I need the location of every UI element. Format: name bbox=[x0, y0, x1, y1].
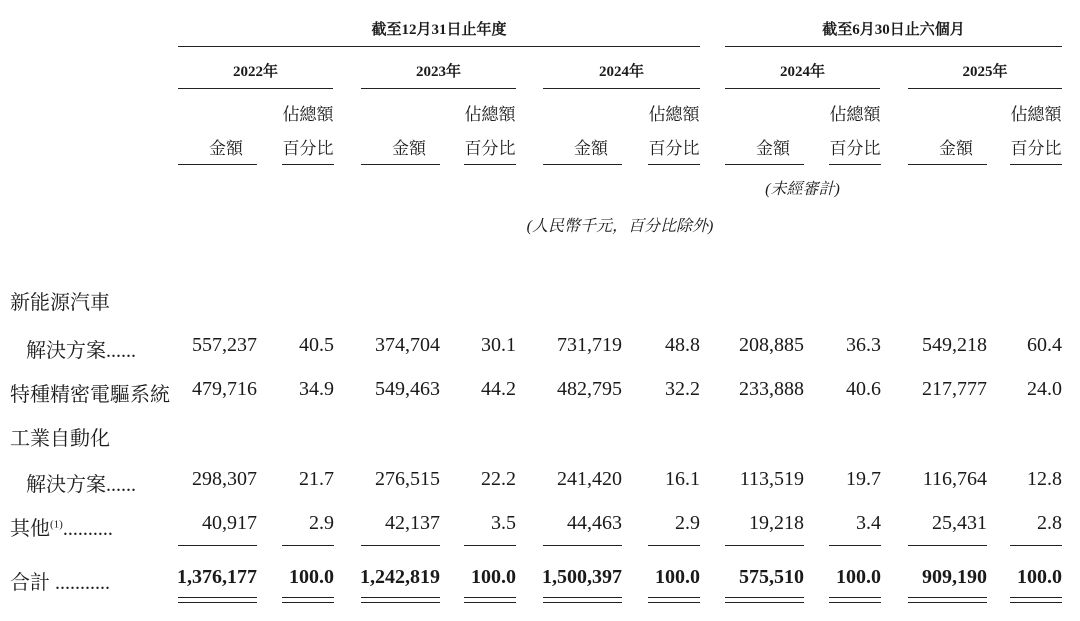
cell-total-col7: 100.0 bbox=[836, 566, 881, 588]
amount-rule-2025 bbox=[908, 164, 987, 165]
cell-precision-drive-col7: 40.6 bbox=[846, 378, 881, 400]
total-double-rule-b-col9 bbox=[1010, 602, 1062, 603]
others-dots: .......... bbox=[62, 518, 113, 540]
cell-nev-solutions-col2: 374,704 bbox=[375, 334, 440, 356]
pct-rule-2023 bbox=[464, 164, 516, 165]
cell-nev-solutions-col4: 731,719 bbox=[557, 334, 622, 356]
cell-industrial-automation-col6: 113,519 bbox=[739, 468, 804, 490]
cell-precision-drive-col8: 217,777 bbox=[922, 378, 987, 400]
cell-nev-solutions-col1: 40.5 bbox=[299, 334, 334, 356]
total-double-rule-a-col2 bbox=[361, 597, 440, 598]
cell-nev-solutions-col9: 60.4 bbox=[1027, 334, 1062, 356]
total-double-rule-b-col0 bbox=[178, 602, 257, 603]
pct-header-2023-l2: 百分比 bbox=[464, 139, 516, 158]
cell-total-col1: 100.0 bbox=[289, 566, 334, 588]
cell-nev-solutions-col3: 30.1 bbox=[481, 334, 516, 356]
cell-nev-solutions-col8: 549,218 bbox=[922, 334, 987, 356]
total-double-rule-a-col9 bbox=[1010, 597, 1062, 598]
cell-industrial-automation-col4: 241,420 bbox=[557, 468, 622, 490]
cell-total-col6: 575,510 bbox=[739, 566, 804, 588]
amount-rule-2022 bbox=[178, 164, 257, 165]
cell-others-col7: 3.4 bbox=[856, 512, 881, 534]
amount-rule-2024-interim bbox=[725, 164, 804, 165]
pct-rule-2024 bbox=[648, 164, 700, 165]
total-double-rule-b-col2 bbox=[361, 602, 440, 603]
year-header-2024-interim: 2024年 bbox=[779, 64, 825, 80]
subtotal-rule-col0 bbox=[178, 545, 257, 546]
cell-nev-solutions-col5: 48.8 bbox=[665, 334, 700, 356]
full-year-group-header: 截至12月31日止年度 bbox=[371, 22, 507, 38]
subtotal-rule-col1 bbox=[282, 545, 334, 546]
cell-industrial-automation-col8: 116,764 bbox=[922, 468, 987, 490]
pct-header-2024-interim-l2: 百分比 bbox=[829, 139, 881, 158]
amount-rule-2024 bbox=[543, 164, 622, 165]
cell-total-col0: 1,376,177 bbox=[177, 566, 257, 588]
subtotal-rule-col9 bbox=[1010, 545, 1062, 546]
total-double-rule-b-col8 bbox=[908, 602, 987, 603]
pct-header-2023-l1: 佔總額 bbox=[464, 105, 516, 124]
cell-precision-drive-col9: 24.0 bbox=[1027, 378, 1062, 400]
year-header-2024: 2024年 bbox=[598, 64, 644, 80]
cell-total-col8: 909,190 bbox=[922, 566, 987, 588]
cell-total-col3: 100.0 bbox=[471, 566, 516, 588]
pct-rule-2022 bbox=[282, 164, 334, 165]
total-double-rule-b-col1 bbox=[282, 602, 334, 603]
cell-precision-drive-col1: 34.9 bbox=[299, 378, 334, 400]
pct-header-2024-l1: 佔總額 bbox=[648, 105, 700, 124]
subtotal-rule-col5 bbox=[648, 545, 700, 546]
cell-industrial-automation-col0: 298,307 bbox=[192, 468, 257, 490]
cell-industrial-automation-col7: 19.7 bbox=[846, 468, 881, 490]
cell-precision-drive-col0: 479,716 bbox=[192, 378, 257, 400]
year-rule-2024-interim bbox=[725, 88, 880, 89]
subtotal-rule-col7 bbox=[829, 545, 881, 546]
cell-precision-drive-col3: 44.2 bbox=[481, 378, 516, 400]
pct-header-2025-l1: 佔總額 bbox=[1010, 105, 1062, 124]
row-label-nev-line1: 新能源汽車 bbox=[10, 292, 110, 314]
year-header-2025: 2025年 bbox=[962, 64, 1008, 80]
row-label-industrial-line1: 工業自動化 bbox=[10, 428, 110, 450]
cell-nev-solutions-col6: 208,885 bbox=[739, 334, 804, 356]
cell-industrial-automation-col3: 22.2 bbox=[481, 468, 516, 490]
six-month-group-header: 截至6月30日止六個月 bbox=[822, 22, 965, 38]
cell-others-col8: 25,431 bbox=[932, 512, 987, 534]
cell-others-col6: 19,218 bbox=[749, 512, 804, 534]
total-double-rule-a-col1 bbox=[282, 597, 334, 598]
cell-others-col4: 44,463 bbox=[567, 512, 622, 534]
year-header-2023: 2023年 bbox=[415, 64, 461, 80]
total-double-rule-a-col6 bbox=[725, 597, 804, 598]
cell-precision-drive-col6: 233,888 bbox=[739, 378, 804, 400]
total-double-rule-b-col5 bbox=[648, 602, 700, 603]
year-header-2022: 2022年 bbox=[232, 64, 278, 80]
pct-rule-2024-interim bbox=[829, 164, 881, 165]
cell-others-col0: 40,917 bbox=[202, 512, 257, 534]
year-rule-2025 bbox=[908, 88, 1062, 89]
subtotal-rule-col6 bbox=[725, 545, 804, 546]
total-double-rule-b-col7 bbox=[829, 602, 881, 603]
year-rule-2023 bbox=[361, 88, 516, 89]
row-label-precision-drive: 特種精密電驅系統 bbox=[10, 384, 170, 406]
pct-header-2025-l2: 百分比 bbox=[1010, 139, 1062, 158]
subtotal-rule-col3 bbox=[464, 545, 516, 546]
subtotal-rule-col2 bbox=[361, 545, 440, 546]
total-double-rule-b-col6 bbox=[725, 602, 804, 603]
row-label-total: 合計 ........... bbox=[10, 572, 110, 594]
cell-total-col4: 1,500,397 bbox=[542, 566, 622, 588]
full-year-group-rule bbox=[178, 46, 700, 47]
total-double-rule-a-col4 bbox=[543, 597, 622, 598]
cell-nev-solutions-col7: 36.3 bbox=[846, 334, 881, 356]
amount-rule-2023 bbox=[361, 164, 440, 165]
cell-precision-drive-col4: 482,795 bbox=[557, 378, 622, 400]
cell-total-col2: 1,242,819 bbox=[360, 566, 440, 588]
total-double-rule-a-col8 bbox=[908, 597, 987, 598]
pct-header-2022-l2: 百分比 bbox=[282, 139, 334, 158]
cell-others-col2: 42,137 bbox=[385, 512, 440, 534]
cell-total-col5: 100.0 bbox=[655, 566, 700, 588]
subtotal-rule-col8 bbox=[908, 545, 987, 546]
cell-industrial-automation-col1: 21.7 bbox=[299, 468, 334, 490]
total-double-rule-a-col0 bbox=[178, 597, 257, 598]
year-rule-2022 bbox=[178, 88, 333, 89]
pct-rule-2025 bbox=[1010, 164, 1062, 165]
row-label-nev-line2: 解決方案...... bbox=[26, 340, 136, 362]
cell-others-col1: 2.9 bbox=[309, 512, 334, 534]
six-month-group-rule bbox=[725, 46, 1062, 47]
unaudited-note: (未經審計) bbox=[765, 181, 840, 198]
pct-header-2024-l2: 百分比 bbox=[648, 139, 700, 158]
amount-header-2022: 金額 bbox=[209, 139, 243, 158]
total-double-rule-b-col4 bbox=[543, 602, 622, 603]
cell-industrial-automation-col9: 12.8 bbox=[1027, 468, 1062, 490]
row-label-others bbox=[10, 512, 113, 541]
amount-header-2024-interim: 金額 bbox=[756, 139, 790, 158]
subtotal-rule-col4 bbox=[543, 545, 622, 546]
year-rule-2024 bbox=[543, 88, 700, 89]
cell-others-col9: 2.8 bbox=[1037, 512, 1062, 534]
cell-precision-drive-col5: 32.2 bbox=[665, 378, 700, 400]
others-footnote: (1) bbox=[50, 518, 63, 531]
others-text: 其他 bbox=[10, 518, 50, 540]
cell-industrial-automation-col5: 16.1 bbox=[665, 468, 700, 490]
cell-others-col5: 2.9 bbox=[675, 512, 700, 534]
total-double-rule-b-col3 bbox=[464, 602, 516, 603]
cell-others-col3: 3.5 bbox=[491, 512, 516, 534]
cell-total-col9: 100.0 bbox=[1017, 566, 1062, 588]
cell-precision-drive-col2: 549,463 bbox=[375, 378, 440, 400]
total-double-rule-a-col7 bbox=[829, 597, 881, 598]
amount-header-2023: 金額 bbox=[392, 139, 426, 158]
total-double-rule-a-col3 bbox=[464, 597, 516, 598]
cell-nev-solutions-col0: 557,237 bbox=[192, 334, 257, 356]
pct-header-2022-l1: 佔總額 bbox=[282, 105, 334, 124]
amount-header-2024: 金額 bbox=[574, 139, 608, 158]
amount-header-2025: 金額 bbox=[939, 139, 973, 158]
total-double-rule-a-col5 bbox=[648, 597, 700, 598]
pct-header-2024-interim-l1: 佔總額 bbox=[829, 105, 881, 124]
unit-note: (人民幣千元，百分比除外) bbox=[526, 218, 714, 235]
row-label-industrial-line2: 解決方案...... bbox=[26, 474, 136, 496]
cell-industrial-automation-col2: 276,515 bbox=[375, 468, 440, 490]
